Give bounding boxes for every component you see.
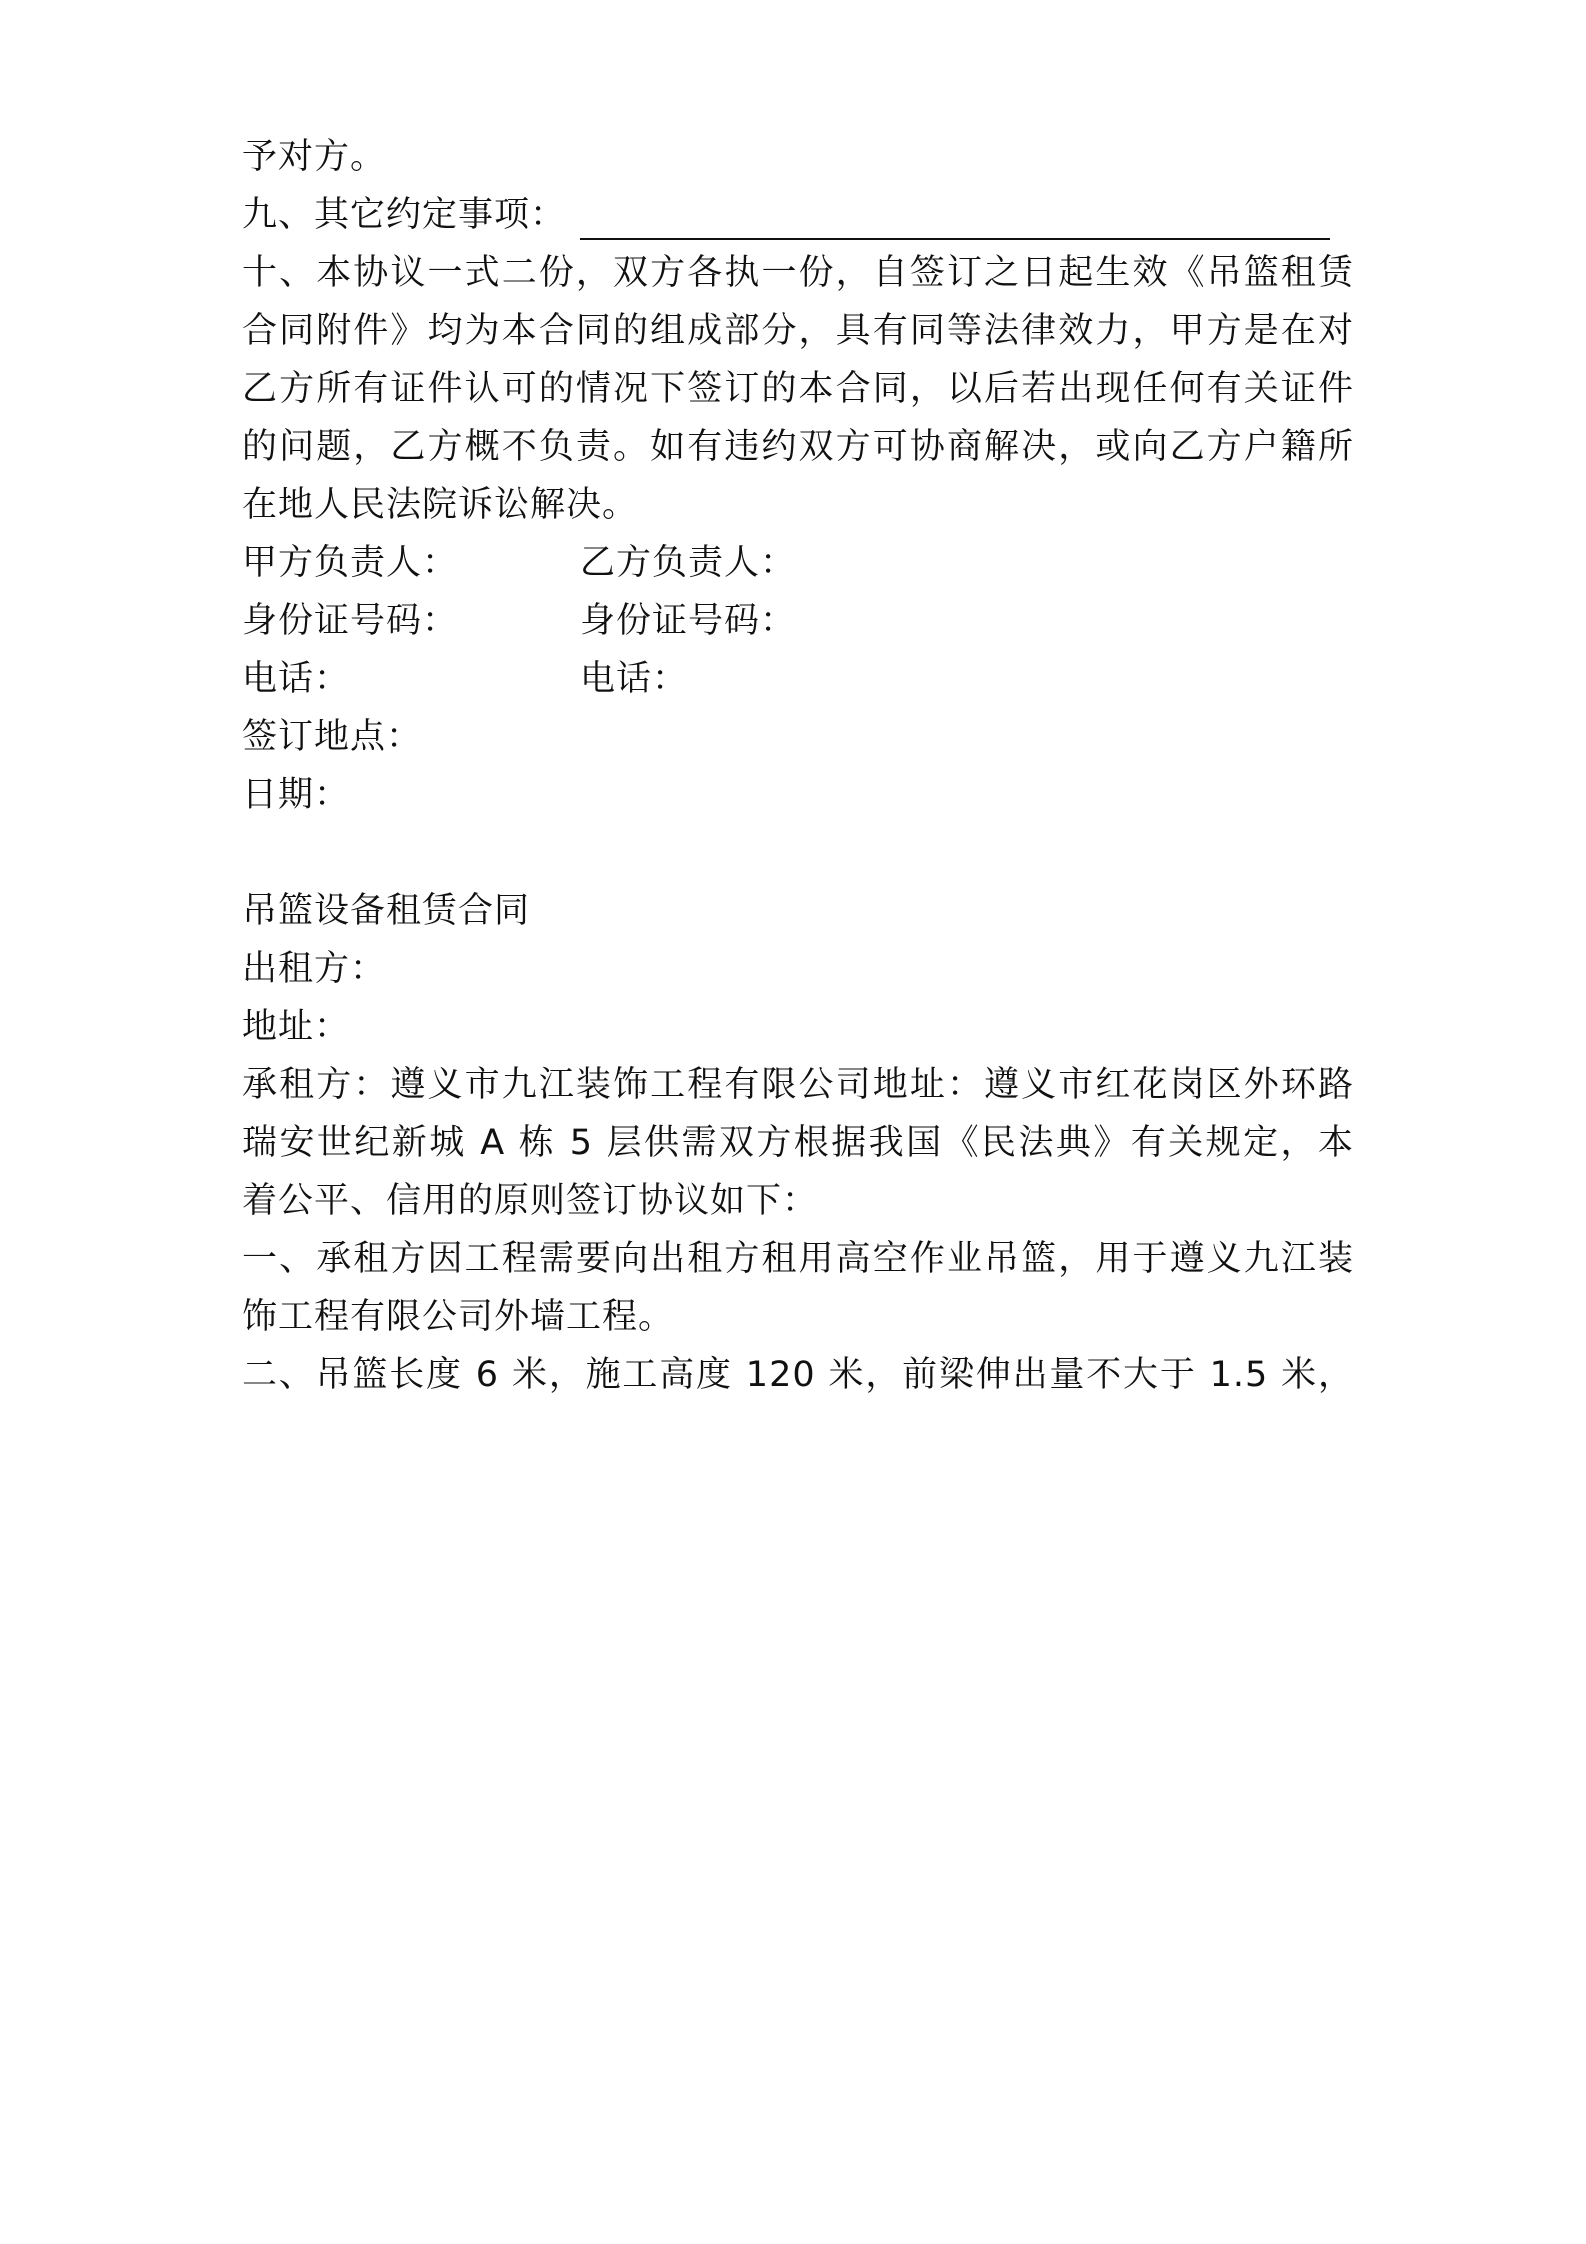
party-a-head-label: 甲方负责人： (242, 543, 459, 583)
lessee-line-3: 着公平、信用的原则签订协议如下： (242, 1181, 819, 1221)
paragraph-10-line-2: 合同附件》均为本合同的组成部分，具有同等法律效力，甲方是在对 (242, 311, 1354, 351)
paragraph-10-line-5: 在地人民法院诉讼解决。 (242, 485, 639, 525)
date-label: 日期： (242, 775, 351, 815)
party-b-id-label: 身份证号码： (580, 601, 797, 641)
lessee-line-2: 瑞安世纪新城 A 栋 5 层供需双方根据我国《民法典》有关规定，本 (242, 1123, 1354, 1163)
party-b-phone-label: 电话： (580, 659, 689, 699)
lessee-line-1: 承租方：遵义市九江装饰工程有限公司地址：遵义市红花岗区外环路 (242, 1065, 1354, 1105)
paragraph-8-end: 予对方。 (242, 137, 387, 177)
item-2-line-1: 二、吊篮长度 6 米，施工高度 120 米，前梁伸出量不大于 1.5 米， (242, 1355, 1354, 1395)
paragraph-10-line-3: 乙方所有证件认可的情况下签订的本合同，以后若出现任何有关证件 (242, 369, 1354, 409)
item-1-line-2: 饰工程有限公司外墙工程。 (242, 1297, 675, 1337)
contract-title: 吊篮设备租赁合同 (242, 891, 531, 931)
party-b-head-label: 乙方负责人： (580, 543, 797, 583)
party-a-id-label: 身份证号码： (242, 601, 459, 641)
item-1-line-1: 一、承租方因工程需要向出租方租用高空作业吊篮，用于遵义九江装 (242, 1239, 1354, 1279)
paragraph-10-line-1: 十、本协议一式二份，双方各执一份，自签订之日起生效《吊篮租赁 (242, 253, 1354, 293)
party-a-phone-label: 电话： (242, 659, 351, 699)
sign-place-label: 签订地点： (242, 717, 423, 757)
paragraph-9 (242, 190, 1330, 240)
other-terms-label: 九、其它约定事项： (242, 195, 567, 235)
other-terms-blank-line (580, 204, 1330, 240)
lessor-label: 出租方： (242, 949, 387, 989)
address-label: 地址： (242, 1007, 351, 1047)
paragraph-10-line-4: 的问题，乙方概不负责。如有违约双方可协商解决，或向乙方户籍所 (242, 427, 1354, 467)
